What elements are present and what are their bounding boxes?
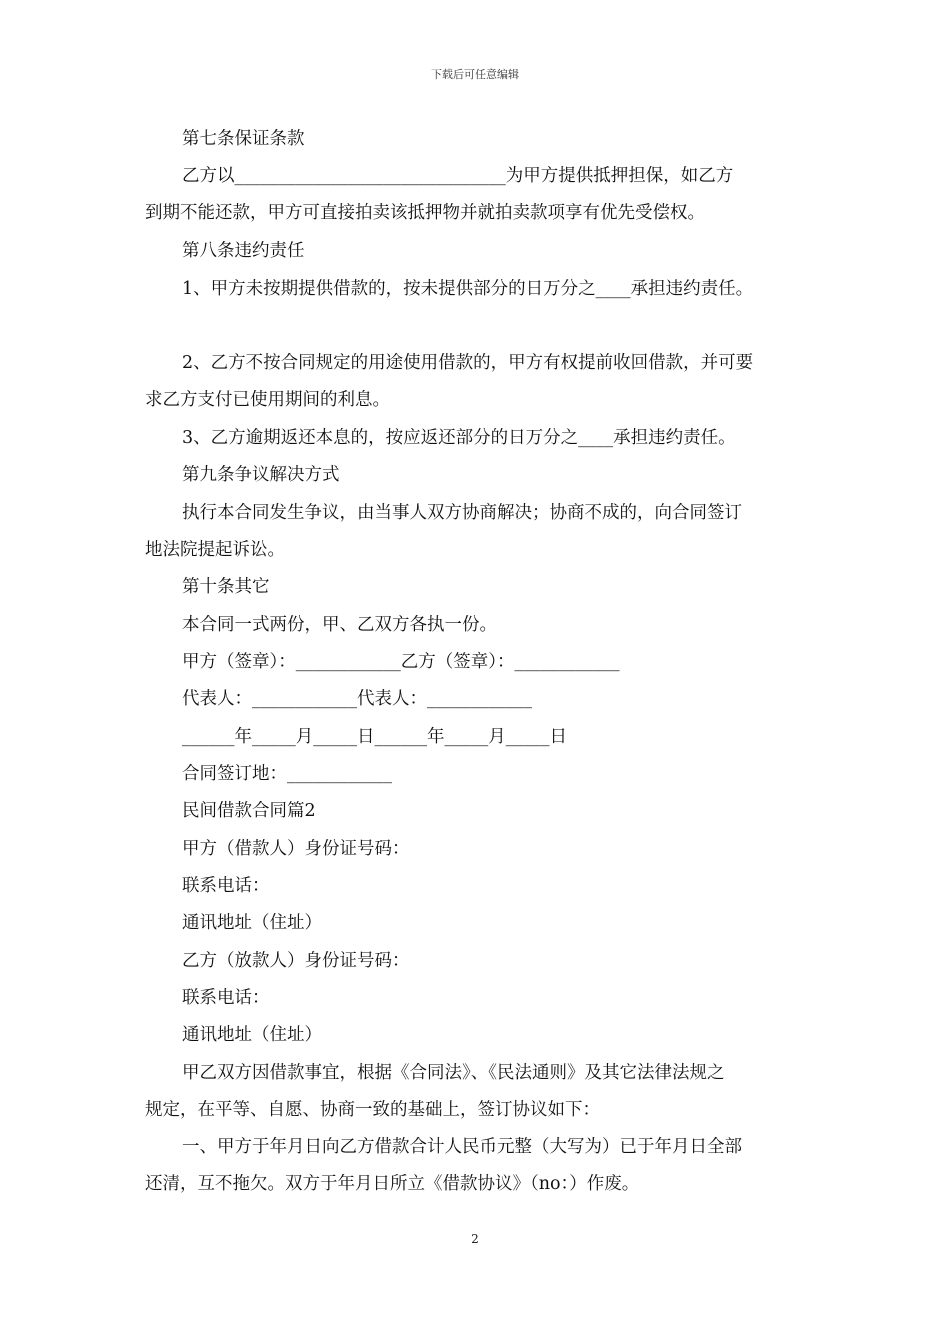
paragraph-line: 本合同一式两份，甲、乙双方各执一份。 bbox=[182, 615, 497, 635]
paragraph-line: 地法院提起诉讼。 bbox=[145, 540, 285, 560]
signing-place-line: 合同签订地：____________ bbox=[182, 764, 392, 784]
paragraph-line: 2、乙方不按合同规定的用途使用借款的，甲方有权提前收回借款，并可要 bbox=[182, 353, 754, 373]
article-9-heading: 第九条争议解决方式 bbox=[182, 465, 340, 485]
signature-line: 甲方（签章）：____________乙方（签章）：____________ bbox=[182, 652, 620, 672]
representative-line: 代表人：____________代表人：____________ bbox=[182, 689, 532, 709]
article-10-heading: 第十条其它 bbox=[182, 577, 270, 597]
paragraph-line: 还清，互不拖欠。双方于年月日所立《借款协议》（no：）作废。 bbox=[145, 1174, 640, 1194]
paragraph-line: 甲乙双方因借款事宜，根据《合同法》、《民法通则》及其它法律法规之 bbox=[182, 1063, 725, 1083]
article-8-heading: 第八条违约责任 bbox=[182, 241, 305, 261]
paragraph-line: 1、甲方未按期提供借款的，按未提供部分的日万分之____承担违约责任。 bbox=[182, 279, 754, 299]
party-a-phone-line: 联系电话： bbox=[182, 876, 270, 896]
section-title: 民间借款合同篇2 bbox=[182, 801, 316, 821]
article-7-heading: 第七条保证条款 bbox=[182, 129, 305, 149]
date-line: ______年_____月_____日______年_____月_____日 bbox=[182, 727, 567, 747]
paragraph-line: 3、乙方逾期返还本息的，按应返还部分的日万分之____承担违约责任。 bbox=[182, 428, 736, 448]
party-a-id-line: 甲方（借款人）身份证号码： bbox=[182, 839, 410, 859]
party-b-address-line: 通讯地址（住址） bbox=[182, 1025, 322, 1045]
paragraph-line: 规定，在平等、自愿、协商一致的基础上，签订协议如下： bbox=[145, 1100, 600, 1120]
paragraph-line: 乙方以_______________________________为甲方提供抵押担保，如乙方 bbox=[182, 166, 734, 186]
party-a-address-line: 通讯地址（住址） bbox=[182, 913, 322, 933]
page-number: 2 bbox=[471, 1232, 479, 1246]
paragraph-line: 一、甲方于年月日向乙方借款合计人民币元整（大写为）已于年月日全部 bbox=[182, 1137, 742, 1157]
paragraph-line: 到期不能还款，甲方可直接拍卖该抵押物并就拍卖款项享有优先受偿权。 bbox=[145, 203, 705, 223]
party-b-phone-line: 联系电话： bbox=[182, 988, 270, 1008]
paragraph-line: 执行本合同发生争议，由当事人双方协商解决；协商不成的，向合同签订 bbox=[182, 503, 742, 523]
page-header: 下载后可任意编辑 bbox=[431, 68, 519, 81]
paragraph-line: 求乙方支付已使用期间的利息。 bbox=[145, 390, 390, 410]
party-b-id-line: 乙方（放款人）身份证号码： bbox=[182, 951, 410, 971]
